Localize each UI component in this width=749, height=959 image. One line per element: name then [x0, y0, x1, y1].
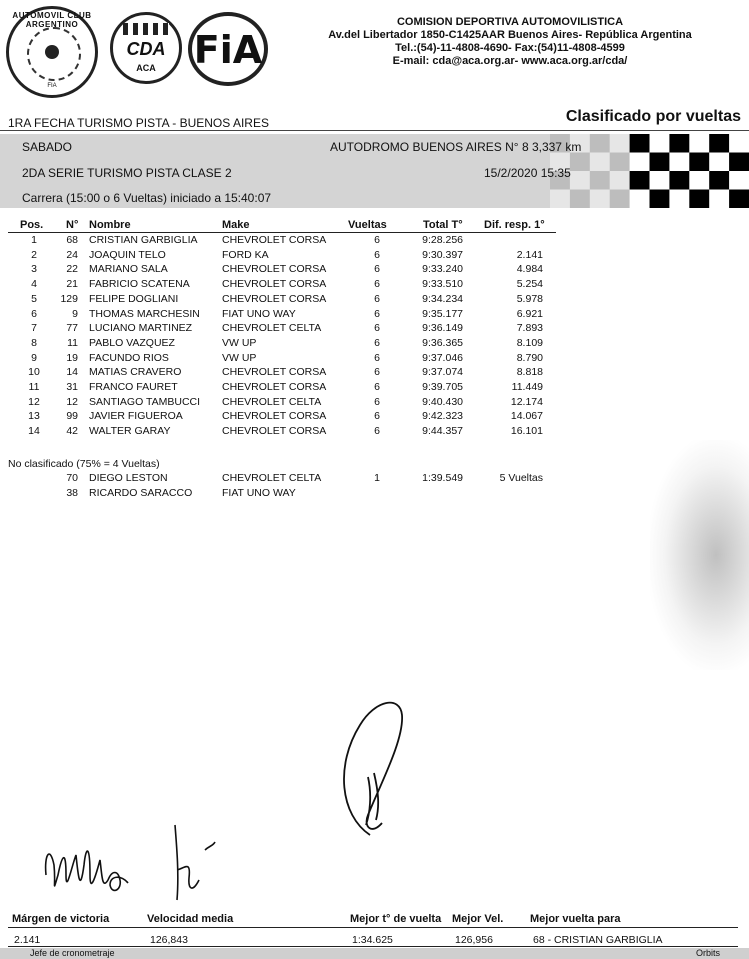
cell-pos: 9 [31, 351, 37, 364]
cell-pos: 3 [31, 263, 37, 276]
cell-make: VW UP [222, 336, 257, 349]
best-lap-for-label: Mejor vuelta para [530, 913, 621, 925]
cell-laps: 1 [374, 472, 380, 484]
cell-laps: 6 [374, 292, 380, 305]
cell-laps: 6 [374, 322, 380, 335]
best-lap-label: Mejor t° de vuelta [350, 913, 442, 925]
cell-pos: 13 [28, 410, 40, 423]
cell-num: 129 [60, 292, 78, 305]
cell-num: 11 [67, 336, 78, 349]
col-header-total: Total T° [423, 219, 463, 231]
cell-num: 19 [66, 351, 78, 364]
cell-total: 9:36.149 [422, 322, 463, 335]
cell-pos: 10 [28, 366, 40, 379]
cell-total: 9:37.046 [422, 351, 463, 364]
cell-diff: 8.818 [516, 366, 543, 379]
org-email: E-mail: cda@aca.org.ar- www.aca.org.ar/cda/ [392, 55, 628, 67]
cell-laps: 6 [374, 263, 380, 276]
table-row [0, 308, 749, 322]
header-divider [8, 232, 556, 233]
cell-make: CHEVROLET CORSA [222, 425, 327, 438]
cell-pos: 14 [28, 425, 40, 438]
col-header-name: Nombre [89, 219, 131, 231]
margin-value: 2.141 [14, 934, 41, 946]
cell-total: 9:30.397 [422, 248, 463, 261]
event-title: 1RA FECHA TURISMO PISTA - BUENOS AIRES [8, 116, 269, 130]
cell-total: 9:42.323 [422, 410, 463, 423]
cell-make: VW UP [222, 351, 257, 364]
cell-num: 31 [66, 381, 78, 393]
cell-diff: 2.141 [516, 248, 543, 261]
title-divider [0, 130, 749, 131]
cell-name: JOAQUIN TELO [89, 248, 166, 261]
cell-laps: 6 [374, 366, 380, 379]
table-row [0, 425, 749, 439]
table-row [0, 293, 749, 307]
cell-laps: 6 [374, 336, 380, 349]
cell-laps: 6 [374, 381, 380, 393]
cell-total: 9:36.365 [422, 336, 463, 349]
cell-num: 38 [66, 486, 78, 499]
cell-make: CHEVROLET CORSA [222, 410, 327, 423]
cell-laps: 6 [374, 410, 380, 423]
cell-make: CHEVROLET CORSA [222, 278, 327, 291]
cell-name: FACUNDO RIOS [89, 351, 169, 364]
col-header-diff: Dif. resp. 1° [484, 219, 545, 231]
report-type: Clasificado por vueltas [565, 108, 741, 125]
cell-make: CHEVROLET CELTA [222, 395, 322, 408]
fia-logo [188, 12, 268, 86]
cell-num: 70 [66, 472, 78, 484]
signature-official-2 [155, 820, 225, 910]
cell-name: DIEGO LESTON [89, 472, 168, 484]
cell-total: 9:34.234 [422, 292, 463, 305]
footer-divider-bottom [8, 946, 738, 947]
cell-pos: 1 [31, 234, 37, 246]
cell-name: FABRICIO SCATENA [89, 278, 190, 291]
cell-make: CHEVROLET CELTA [222, 472, 322, 484]
org-address: Av.del Libertador 1850-C1425AAR Buenos Aires- República Argentina [328, 29, 692, 41]
cell-make: CHEVROLET CORSA [222, 381, 327, 393]
cell-laps: 6 [374, 234, 380, 246]
cell-total: 9:44.357 [422, 425, 463, 438]
table-row [0, 234, 749, 248]
cda-logo-text: CDA [126, 39, 166, 59]
org-phone: Tel.:(54)-11-4808-4690- Fax:(54)11-4808-4599 [395, 42, 625, 54]
best-lap-for-value: 68 - CRISTIAN GARBIGLIA [533, 934, 663, 946]
cell-total: 9:37.074 [422, 366, 463, 379]
wheel-hub-icon [45, 45, 59, 59]
cell-diff: 5 Vueltas [499, 472, 543, 484]
col-header-num: N° [66, 219, 79, 231]
orbits-label: Orbits [696, 948, 721, 958]
cell-total: 9:28.256 [422, 234, 463, 246]
signature-official-1 [40, 835, 140, 905]
cell-name: MARIANO SALA [89, 263, 168, 276]
cell-total: 9:35.177 [422, 307, 463, 320]
cell-diff: 14.067 [510, 410, 543, 423]
cell-num: 14 [66, 366, 78, 379]
col-header-pos: Pos. [20, 219, 44, 231]
table-row [0, 278, 749, 292]
cell-make: CHEVROLET CORSA [222, 292, 327, 305]
event-series: 2DA SERIE TURISMO PISTA CLASE 2 [22, 166, 232, 180]
cell-diff: 4.984 [516, 263, 543, 276]
timing-chief-label: Jefe de cronometraje [30, 948, 115, 958]
cell-num: 22 [66, 263, 78, 276]
cell-name: FELIPE DOGLIANI [89, 292, 179, 305]
cell-diff: 8.790 [516, 351, 543, 364]
cell-make: CHEVROLET CORSA [222, 263, 327, 276]
cell-total: 9:39.705 [422, 381, 463, 393]
margin-label: Márgen de victoria [12, 913, 110, 925]
col-header-make: Make [222, 219, 250, 231]
cell-pos: 8 [31, 336, 37, 349]
cell-laps: 6 [374, 278, 380, 291]
cell-name: SANTIAGO TAMBUCCI [89, 395, 201, 408]
cell-total: 9:33.240 [422, 263, 463, 276]
aca-logo [6, 6, 98, 98]
table-row [0, 396, 749, 410]
fia-logo-text: FiA [193, 28, 263, 72]
cell-total: 1:39.549 [422, 472, 463, 484]
table-row [0, 472, 749, 486]
table-row [0, 410, 749, 424]
cell-pos: 2 [31, 248, 37, 261]
cda-logo-sub: ACA [136, 63, 156, 73]
event-track: AUTODROMO BUENOS AIRES N° 8 3,337 km [330, 140, 582, 154]
cell-name: MATIAS CRAVERO [89, 366, 182, 379]
cell-diff: 16.101 [510, 425, 543, 438]
best-speed-label: Mejor Vel. [452, 913, 504, 925]
not-classified-title: No clasificado (75% = 4 Vueltas) [8, 458, 160, 470]
cell-pos: 6 [31, 307, 37, 320]
best-speed-value: 126,956 [455, 934, 493, 946]
cell-diff: 11.449 [511, 381, 543, 393]
cda-logo [110, 12, 182, 84]
cell-laps: 6 [374, 425, 380, 438]
cell-make: CHEVROLET CELTA [222, 322, 322, 335]
cell-laps: 6 [374, 395, 380, 408]
scan-smudge [650, 440, 749, 670]
table-row [0, 263, 749, 277]
table-row [0, 381, 749, 395]
cell-laps: 6 [374, 307, 380, 320]
cell-diff: 12.174 [510, 395, 543, 408]
cell-total: 9:33.510 [422, 278, 463, 291]
cell-num: 99 [66, 410, 78, 423]
table-row [0, 249, 749, 263]
cell-num: 77 [66, 322, 78, 335]
col-header-laps: Vueltas [348, 219, 387, 231]
cell-diff: 7.893 [516, 322, 543, 335]
cell-make: CHEVROLET CORSA [222, 366, 327, 379]
cell-name: THOMAS MARCHESIN [89, 307, 200, 320]
cell-name: WALTER GARAY [89, 425, 171, 438]
cell-name: RICARDO SARACCO [89, 486, 193, 499]
cell-name: FRANCO FAURET [89, 381, 178, 393]
cell-name: LUCIANO MARTINEZ [89, 322, 193, 335]
cell-laps: 6 [374, 248, 380, 261]
avg-speed-label: Velocidad media [147, 913, 234, 925]
race-info: Carrera (15:00 o 6 Vueltas) iniciado a 15:40:07 [22, 191, 272, 205]
cell-pos: 4 [31, 278, 37, 291]
cell-num: 21 [66, 278, 78, 291]
event-day: SABADO [22, 140, 73, 154]
best-lap-value: 1:34.625 [352, 934, 393, 946]
cell-diff: 6.921 [516, 307, 543, 320]
cell-make: FORD KA [222, 248, 269, 261]
table-row [0, 322, 749, 336]
event-date: 15/2/2020 15:35 [484, 166, 571, 180]
cell-name: CRISTIAN GARBIGLIA [89, 234, 198, 246]
cell-name: JAVIER FIGUEROA [89, 410, 183, 423]
cell-diff: 5.978 [516, 292, 543, 305]
table-row [0, 352, 749, 366]
cell-num: 42 [66, 425, 78, 438]
cell-total: 9:40.430 [422, 395, 463, 408]
cell-pos: 11 [28, 381, 40, 393]
footer-divider-top [8, 927, 738, 928]
cell-pos: 7 [31, 322, 37, 335]
cell-make: FIAT UNO WAY [222, 486, 296, 499]
cell-make: CHEVROLET CORSA [222, 234, 327, 246]
cell-num: 24 [66, 248, 78, 261]
cell-num: 12 [66, 395, 78, 408]
signature-steward [330, 695, 410, 845]
table-row [0, 487, 749, 501]
cell-make: FIAT UNO WAY [222, 307, 296, 320]
aca-logo-sub: FIA [47, 83, 57, 89]
avg-speed-value: 126,843 [150, 934, 188, 946]
table-row [0, 337, 749, 351]
cell-diff: 8.109 [516, 336, 543, 349]
cell-pos: 12 [28, 395, 40, 408]
cell-pos: 5 [31, 292, 37, 305]
cell-name: PABLO VAZQUEZ [89, 336, 175, 349]
checkered-flag-icon [123, 23, 169, 35]
table-row [0, 366, 749, 380]
cell-diff: 5.254 [516, 278, 543, 291]
aca-logo-text: AUTOMOVIL CLUB ARGENTINO [12, 11, 92, 29]
cell-num: 68 [66, 234, 78, 246]
org-name: COMISION DEPORTIVA AUTOMOVILISTICA [396, 16, 624, 28]
cell-laps: 6 [374, 351, 380, 364]
cell-num: 9 [72, 307, 78, 320]
